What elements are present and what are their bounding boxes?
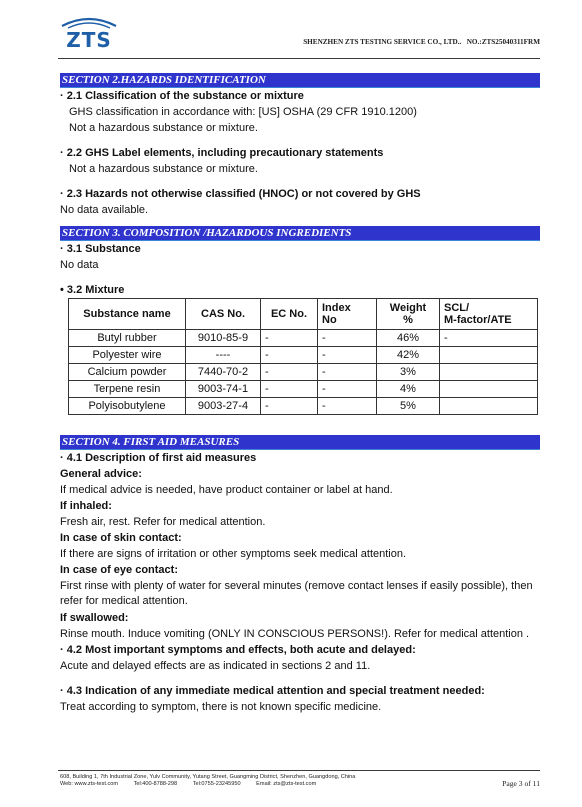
subsection-2-3-line-1: No data available. xyxy=(60,204,149,216)
zts-logo xyxy=(58,14,120,50)
subsection-2-1-line-1: GHS classification in accordance with: [US] OSHA (29 CFR 1910.1200) xyxy=(69,106,417,118)
footer-contacts xyxy=(60,781,355,788)
cell-scl: - xyxy=(440,330,538,347)
if-inhaled-text: Fresh air, rest. Refer for medical attention. xyxy=(60,516,266,528)
company-name: SHENZHEN ZTS TESTING SERVICE CO., LTD.. xyxy=(303,38,462,46)
subsection-3-1-line-1: No data xyxy=(60,259,99,271)
subsection-4-2-text: Acute and delayed effects are as indicated in sections 2 and 11. xyxy=(60,660,371,672)
cell-index-no: - xyxy=(318,364,377,381)
cell-weight: 42% xyxy=(377,347,440,364)
footer-tel-1: Tel:400-8788-298 xyxy=(133,781,178,787)
col-index-no: Index No xyxy=(318,299,377,330)
cell-scl xyxy=(440,381,538,398)
col-scl: SCL/ M-factor/ATE xyxy=(440,299,538,330)
subsection-4-2-title: · 4.2 Most important symptoms and effects, both acute and delayed: xyxy=(60,644,416,656)
page-footer xyxy=(60,774,355,788)
cell-substance-name: Terpene resin xyxy=(69,381,186,398)
eye-contact-text: First rinse with plenty of water for several minutes (remove contact lenses if easily possible), then refer for medical attention. xyxy=(60,580,533,607)
table-row xyxy=(69,330,538,347)
mixture-table xyxy=(68,298,538,415)
svg-text:ZTS: ZTS xyxy=(66,28,112,50)
cell-ec-no: - xyxy=(261,347,318,364)
subsection-4-3-title: · 4.3 Indication of any immediate medical attention and special treatment needed: xyxy=(60,685,485,697)
if-swallowed-label: If swallowed: xyxy=(60,612,129,624)
cell-cas-no: 9003-74-1 xyxy=(186,381,261,398)
cell-index-no: - xyxy=(318,347,377,364)
cell-weight: 4% xyxy=(377,381,440,398)
cell-substance-name: Butyl rubber xyxy=(69,330,186,347)
cell-cas-no: 9010-85-9 xyxy=(186,330,261,347)
col-cas-no: CAS No. xyxy=(186,299,261,330)
cell-ec-no: - xyxy=(261,364,318,381)
company-and-report-no xyxy=(303,38,540,46)
cell-scl xyxy=(440,364,538,381)
subsection-2-1-title: · 2.1 Classification of the substance or mixture xyxy=(60,90,304,102)
report-number: NO.:ZTS25040311FRM xyxy=(466,38,540,46)
table-row xyxy=(69,398,538,415)
header-rule xyxy=(58,58,540,59)
cell-cas-no: 9003-27-4 xyxy=(186,398,261,415)
document-body xyxy=(60,73,540,715)
table-row xyxy=(69,347,538,364)
cell-index-no: - xyxy=(318,330,377,347)
cell-substance-name: Polyester wire xyxy=(69,347,186,364)
cell-weight: 5% xyxy=(377,398,440,415)
cell-weight: 3% xyxy=(377,364,440,381)
cell-substance-name: Polyisobutylene xyxy=(69,398,186,415)
section-3-bar: SECTION 3. COMPOSITION /HAZARDOUS INGREDIENTS xyxy=(60,226,540,241)
col-substance-name: Substance name xyxy=(69,299,186,330)
subsection-3-2-title: • 3.2 Mixture xyxy=(60,284,125,296)
eye-contact-label: In case of eye contact: xyxy=(60,564,178,576)
footer-rule xyxy=(58,770,540,771)
col-weight: Weight % xyxy=(377,299,440,330)
if-swallowed-text: Rinse mouth. Induce vomiting (ONLY IN CONSCIOUS PERSONS!). Refer for medical attention . xyxy=(60,628,530,640)
subsection-4-3-text: Treat according to symptom, there is not known specific medicine. xyxy=(60,701,382,713)
section-2-bar: SECTION 2.HAZARDS IDENTIFICATION xyxy=(60,73,540,88)
cell-cas-no: ---- xyxy=(186,347,261,364)
subsection-2-3-title: · 2.3 Hazards not otherwise classified (HNOC) or not covered by GHS xyxy=(60,188,421,200)
skin-contact-label: In case of skin contact: xyxy=(60,532,182,544)
general-advice-text: If medical advice is needed, have product container or label at hand. xyxy=(60,484,393,496)
subsection-3-1-title: · 3.1 Substance xyxy=(60,243,141,255)
subsection-2-1-line-2: Not a hazardous substance or mixture. xyxy=(69,122,258,134)
cell-cas-no: 7440-70-2 xyxy=(186,364,261,381)
cell-index-no: - xyxy=(318,398,377,415)
if-inhaled-label: If inhaled: xyxy=(60,500,112,512)
footer-tel-2: Tel:0755-23245950 xyxy=(192,781,241,787)
footer-address: 608, Building 1, 7th Industrial Zone, Yulv Community, Yutang Street, Guangming District, Shenzhen, Guangdong, China xyxy=(60,774,356,780)
footer-email: Email: zts@zts-test.com xyxy=(256,781,317,787)
cell-ec-no: - xyxy=(261,398,318,415)
table-row xyxy=(69,364,538,381)
cell-substance-name: Calcium powder xyxy=(69,364,186,381)
cell-index-no: - xyxy=(318,381,377,398)
subsection-4-1-title: · 4.1 Description of first aid measures xyxy=(60,452,257,464)
page-header xyxy=(58,14,540,54)
subsection-2-2-line-1: Not a hazardous substance or mixture. xyxy=(69,163,258,175)
cell-ec-no: - xyxy=(261,330,318,347)
cell-scl xyxy=(440,398,538,415)
section-4-bar: SECTION 4. FIRST AID MEASURES xyxy=(60,435,540,450)
mixture-table-header-row xyxy=(69,299,538,330)
subsection-2-2-title: · 2.2 GHS Label elements, including precautionary statements xyxy=(60,147,384,159)
cell-weight: 46% xyxy=(377,330,440,347)
table-row xyxy=(69,381,538,398)
cell-ec-no: - xyxy=(261,381,318,398)
skin-contact-text: If there are signs of irritation or other symptoms seek medical attention. xyxy=(60,548,407,560)
general-advice-label: General advice: xyxy=(60,468,142,480)
footer-web: Web: www.zts-test.com xyxy=(60,781,119,787)
col-ec-no: EC No. xyxy=(261,299,318,330)
page-number: Page 3 of 11 xyxy=(502,779,540,788)
cell-scl xyxy=(440,347,538,364)
